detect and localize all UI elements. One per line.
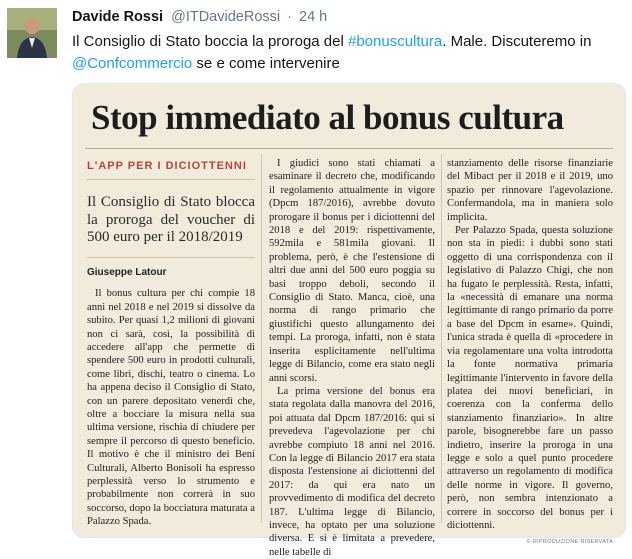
article-subhead: Il Consiglio di Stato blocca la proroga del voucher di 500 euro per il 2018/2019 bbox=[87, 194, 255, 246]
tweet-header bbox=[72, 9, 327, 25]
article-byline: Giuseppe Latour bbox=[87, 257, 255, 279]
article-column-3 bbox=[447, 157, 613, 550]
hashtag-link[interactable]: #bonuscultura bbox=[348, 33, 443, 50]
tweet-media-image[interactable] bbox=[72, 83, 626, 558]
article-headline: Stop immediato al bonus cultura bbox=[91, 98, 564, 137]
avatar[interactable] bbox=[7, 8, 57, 58]
tweet-text-part: . Male. Discuteremo in bbox=[442, 33, 592, 50]
article-kicker: L'APP PER I DICIOTTENNI bbox=[87, 156, 255, 180]
avatar-photo bbox=[7, 8, 57, 58]
tweet-text-part: Il Consiglio di Stato boccia la proroga del bbox=[72, 33, 348, 50]
article-paragraph: La prima versione del bonus era stata regolata dalla manovra del 2016, poi attuata dal Dpcm 187/2016: qui si prevedeva l'agevolazione per chi avrebbe compiuto 18 anni nel 2016. Con la legge di Bilancio 2017 era stata disposta l'estensione ai diciottenni del 2017: da qui era nato un provvedimento di modifica del decreto 187. L'ultima legge di Bilancio, invece, ha optato per una soluzione diversa. E si è limitata a prevedere, nelle tabelle di bbox=[269, 385, 435, 558]
headline-divider bbox=[85, 148, 613, 149]
mention-link[interactable]: @Confcommercio bbox=[72, 55, 193, 72]
tweet-timestamp[interactable]: 24 h bbox=[299, 9, 328, 25]
article-paragraph: I giudici sono stati chiamati a esaminare il decreto che, modificando il regolamento attualmente in vigore (Dpcm 187/2016), avrebbe dovuto prorogare il bonus per i diciottenni del 2018 e del 2019: rispettivamente, 592mila e 581mila giovani. Il problema, però, è che l'estensione di altri due anni del 500 euro poggia su basi troppo deboli, secondo il Consiglio di Stato. Manca, cioè, una norma di rango primario che giustifichi questo allungamento dei tempi. La proroga, infatti, non è stata inserita esplicitamente nell'ultima legge di Bilancio, come era stato negli anni scorsi. bbox=[269, 158, 435, 384]
tweet-text bbox=[72, 31, 624, 75]
article-paragraph: Il bonus cultura per chi compie 18 anni nel 2018 e nel 2019 si dissolve da subito. Per quasi 1,2 milioni di giovani non ci sarà, così, la possibilità di accedere all'app che permette di spendere 500 euro in prodotti culturali, come libri, dischi, teatro o cinema. Lo ha appena deciso il Consiglio di Stato, con un parere depositato venerdì che, oltre a bocciare la misura nella sua ultima versione, rischia di chiudere per sempre il percorso di questo beneficio. Il motivo è che il ministro dei Beni Culturali, Alberto Bonisoli ha espresso perplessità verso lo strumento e probabilmente non correrà in suo soccorso, dopo la bocciatura maturata a Palazzo Spada. bbox=[87, 288, 255, 528]
column-divider bbox=[441, 154, 442, 523]
article-column-1 bbox=[87, 156, 255, 529]
display-name[interactable]: Davide Rossi bbox=[72, 9, 164, 25]
article-paragraph: Per Palazzo Spada, questa soluzione non sta in piedi: i dubbi sono stati oggetto di una corrispondenza con il legislativo di Palazzo Chigi, che non ha fugato le perplessità. Resta, infatti, la «necessità di emanare una norma legittimante di rango primario da porre a base del Dpcm in esame». Quindi, l'unica strada è quella di «procedere in via regolamentare una volta introdotta la fonte normativa primaria legittimante l'intervento in favore della platea dei nuovi beneficiari, in coerenza con la conferma dello stanziamento finanziario». In altre parole, bisognerebbe fare un passo indietro, inserire la proroga in una legge e solo a quel punto procedere attraverso un regolamento di modifica delle norme in vigore. Il governo, però, non sembra intenzionato a correre in soccorso del bonus per i diciottenni. bbox=[447, 225, 613, 531]
article-paragraph: stanziamento delle risorse finanziarie del Mibact per il 2018 e il 2019, uno spazio per rinnovare l'agevolazione. Confermandola, ma in maniera solo implicita. bbox=[447, 158, 613, 223]
user-handle[interactable]: @ITDavideRossi bbox=[171, 9, 281, 25]
column-divider bbox=[261, 154, 262, 523]
separator-dot: · bbox=[287, 9, 292, 25]
article-column-2 bbox=[269, 157, 435, 559]
tweet-text-part: se e come intervenire bbox=[192, 55, 340, 72]
copyright-notice: © RIPRODUZIONE RISERVATA bbox=[526, 539, 613, 546]
